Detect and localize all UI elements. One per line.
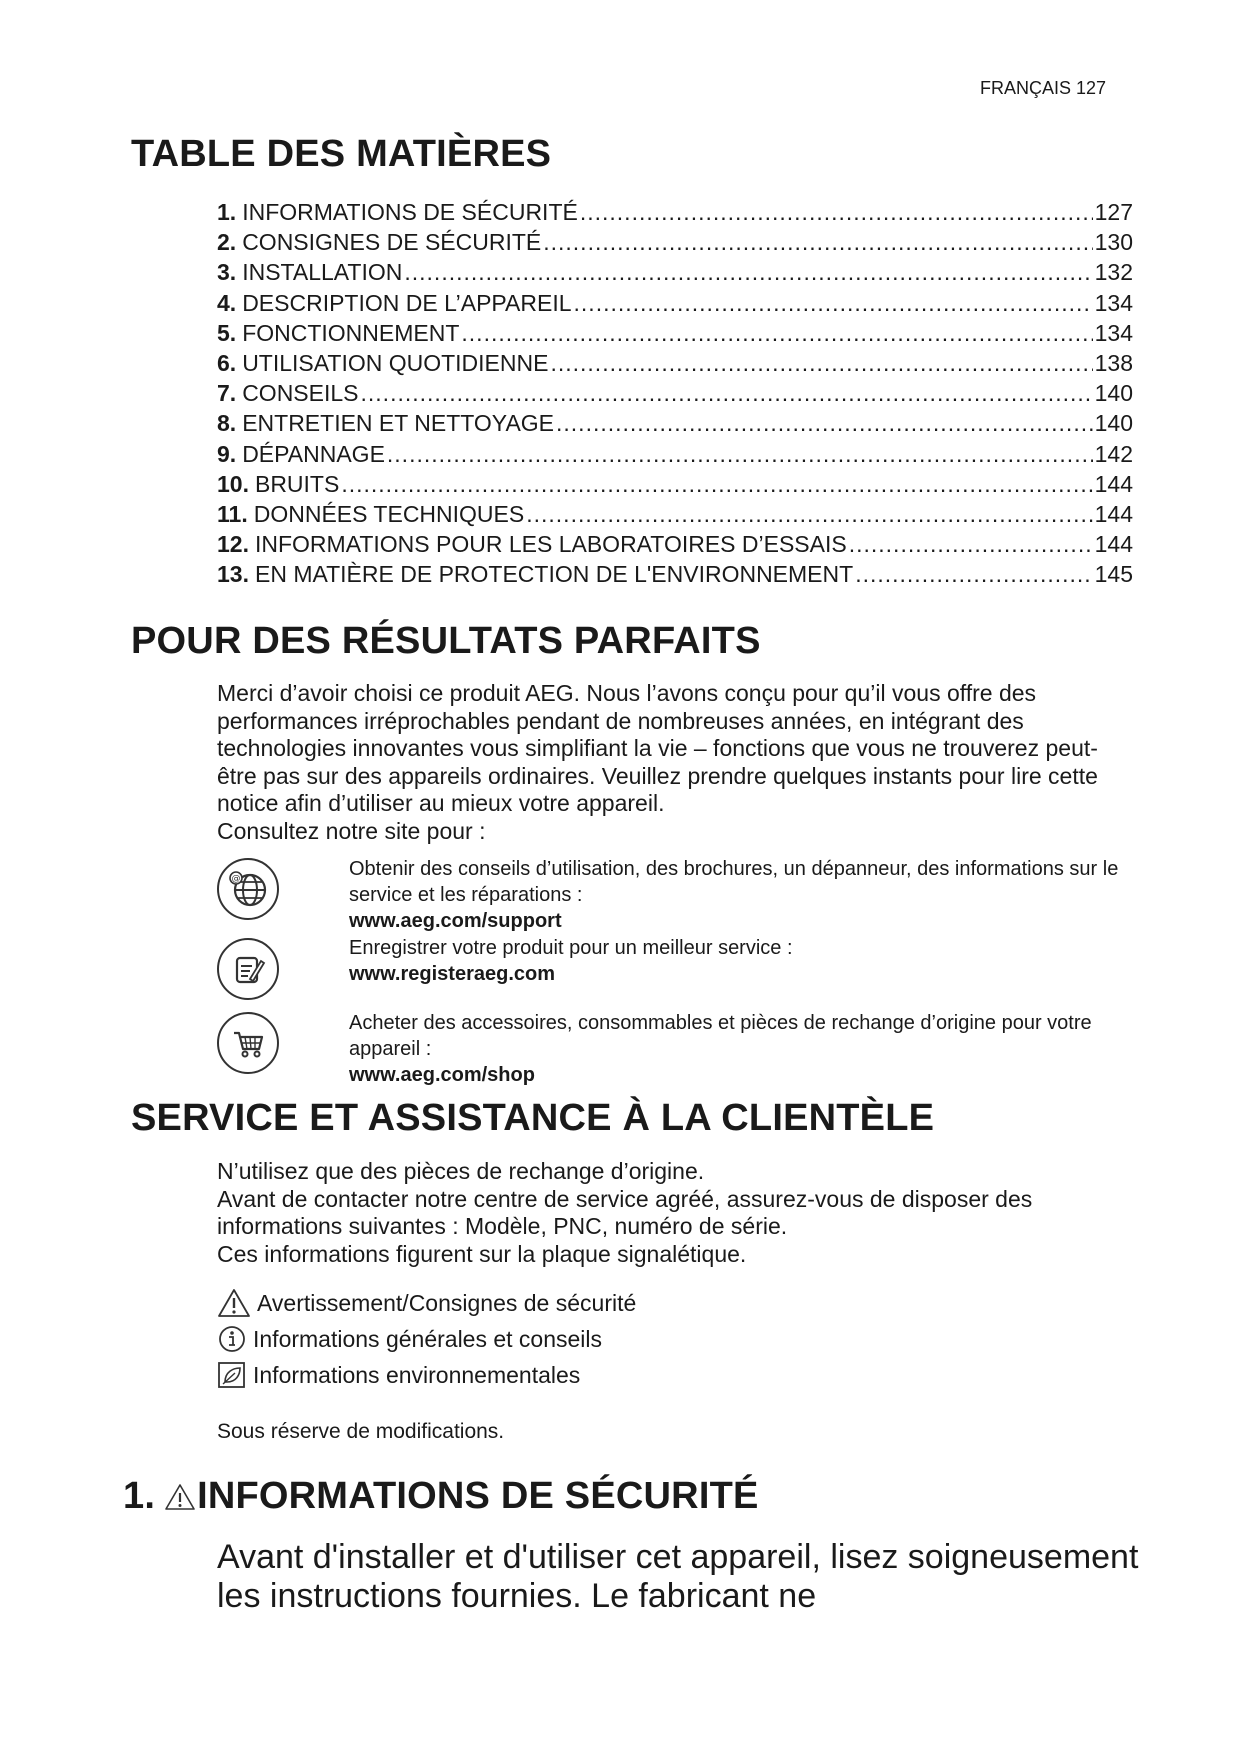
support-link-item [217, 856, 1137, 936]
toc-entry[interactable] [217, 348, 1133, 378]
toc-entry[interactable] [217, 408, 1133, 438]
toc-entry[interactable] [217, 197, 1133, 227]
toc-dot-leader [526, 499, 1092, 529]
toc-dot-leader [361, 378, 1093, 408]
table-of-contents [217, 197, 1133, 589]
toc-entry[interactable] [217, 559, 1133, 589]
results-title: POUR DES RÉSULTATS PARFAITS [131, 620, 761, 662]
toc-dot-leader [556, 408, 1093, 438]
info-icon [217, 1324, 247, 1354]
support-link-description: Obtenir des conseils d’utilisation, des brochures, un dépanneur, des informations sur le service et les réparations : [349, 858, 1119, 906]
legend-info-label: Informations générales et conseils [253, 1325, 603, 1352]
toc-entry[interactable] [217, 529, 1133, 559]
support-link[interactable]: www.aeg.com/support [349, 910, 562, 932]
safety-number: 1. [123, 1475, 156, 1517]
toc-entry-number: 13. [217, 561, 249, 588]
toc-entry-number: 3. [217, 259, 237, 286]
toc-entry-label: DÉPANNAGE [242, 440, 385, 467]
service-line: Avant de contacter notre centre de service agréé, assurez-vous de disposer des informations suivantes : Modèle, PNC, numéro de série. [217, 1185, 1033, 1239]
results-intro-block [217, 680, 1137, 845]
toc-entry-number: 5. [217, 319, 237, 346]
toc-entry[interactable] [217, 499, 1133, 529]
toc-entry-page: 142 [1094, 440, 1133, 467]
shop-link-text-block [349, 1010, 1149, 1088]
toc-entry-label: EN MATIÈRE DE PROTECTION DE L'ENVIRONNEMENT [254, 561, 854, 588]
legend-environment-label: Informations environnementales [253, 1361, 581, 1388]
toc-entry-label: FONCTIONNEMENT [242, 319, 460, 346]
results-consult: Consultez notre site pour : [217, 817, 486, 844]
safety-title: INFORMATIONS DE SÉCURITÉ [197, 1475, 759, 1517]
toc-dot-leader [580, 197, 1093, 227]
toc-entry-page: 140 [1094, 410, 1133, 437]
toc-entry-number: 8. [217, 410, 237, 437]
toc-entry-label: DESCRIPTION DE L’APPAREIL [242, 289, 572, 316]
toc-entry-page: 134 [1094, 289, 1133, 316]
toc-dot-leader [461, 318, 1092, 348]
toc-title: TABLE DES MATIÈRES [131, 133, 552, 175]
shop-link-description: Acheter des accessoires, consommables et pièces de rechange d’origine pour votre appareil : [349, 1012, 1092, 1060]
results-intro: Merci d’avoir choisi ce produit AEG. Nous l’avons conçu pour qu’il vous offre des performances irréprochables pendant de nombreuses années, en intégrant des technologies innovantes vous simplifiant la vie – fonctions que vous ne trouverez peut-être pas sur des appareils ordinaires. Veuillez prendre quelques instants pour lire cette notice afin d’utiliser au mieux votre appareil. [217, 680, 1098, 816]
legend-row-warning [217, 1285, 636, 1321]
toc-entry-number: 10. [217, 470, 249, 497]
service-title: SERVICE ET ASSISTANCE À LA CLIENTÈLE [131, 1097, 935, 1139]
toc-entry-page: 144 [1094, 470, 1133, 497]
environment-icon [217, 1360, 247, 1390]
safety-intro: Avant d'installer et d'utiliser cet appareil, lisez soigneusement les instructions fournies. Le fabricant ne [217, 1538, 1139, 1615]
warning-icon [163, 1482, 197, 1512]
toc-entry-label: BRUITS [254, 470, 340, 497]
service-line: N’utilisez que des pièces de rechange d’origine. [217, 1158, 705, 1184]
register-link-description: Enregistrer votre produit pour un meilleur service : [349, 937, 793, 959]
shopping-cart-icon [217, 1012, 279, 1074]
toc-entry-page: 127 [1094, 199, 1133, 225]
toc-entry-page: 144 [1094, 500, 1133, 527]
warning-icon [217, 1288, 251, 1318]
toc-entry-label: DONNÉES TECHNIQUES [253, 500, 525, 527]
toc-entry-page: 130 [1094, 229, 1133, 256]
toc-entry[interactable] [217, 439, 1133, 469]
toc-dot-leader [387, 439, 1093, 469]
toc-entry-label: ENTRETIEN ET NETTOYAGE [242, 410, 555, 437]
modification-note: Sous réserve de modifications. [217, 1420, 505, 1443]
toc-entry-number: 1. [217, 199, 237, 225]
toc-dot-leader [543, 227, 1092, 257]
toc-entry[interactable] [217, 378, 1133, 408]
legend-row-environment [217, 1357, 636, 1393]
symbol-legend [217, 1285, 636, 1393]
toc-dot-leader [574, 288, 1093, 318]
shop-link[interactable]: www.aeg.com/shop [349, 1064, 535, 1086]
toc-entry-page: 144 [1094, 531, 1133, 558]
toc-entry-page: 134 [1094, 319, 1133, 346]
register-link[interactable]: www.registeraeg.com [349, 963, 555, 985]
toc-entry-label: CONSEILS [242, 380, 359, 407]
toc-dot-leader [550, 348, 1092, 378]
register-link-item [217, 935, 1137, 1005]
toc-entry-number: 9. [217, 440, 237, 467]
toc-entry[interactable] [217, 227, 1133, 257]
toc-dot-leader [341, 469, 1092, 499]
toc-dot-leader [855, 559, 1092, 589]
service-line: Ces informations figurent sur la plaque signalétique. [217, 1240, 747, 1267]
toc-entry-number: 12. [217, 531, 249, 558]
toc-entry-label: INFORMATIONS DE SÉCURITÉ [242, 199, 578, 225]
toc-dot-leader [404, 257, 1092, 287]
toc-entry-page: 140 [1094, 380, 1133, 407]
svg-text:@: @ [231, 874, 241, 884]
toc-entry-number: 4. [217, 289, 237, 316]
safety-heading [123, 1475, 759, 1518]
toc-entry-number: 7. [217, 380, 237, 407]
toc-entry-page: 145 [1094, 561, 1133, 588]
register-link-text-block [349, 935, 1149, 987]
toc-entry-page: 132 [1094, 259, 1133, 286]
toc-entry-page: 138 [1094, 349, 1133, 376]
toc-entry-label: UTILISATION QUOTIDIENNE [242, 349, 549, 376]
toc-entry-label: CONSIGNES DE SÉCURITÉ [242, 229, 542, 256]
legend-warning-label: Avertissement/Consignes de sécurité [257, 1289, 637, 1316]
toc-entry[interactable] [217, 318, 1133, 348]
support-link-text-block [349, 856, 1149, 934]
shop-link-item [217, 1010, 1137, 1090]
service-text-block [217, 1158, 1137, 1268]
toc-entry-label: INSTALLATION [242, 259, 403, 286]
toc-entry[interactable] [217, 257, 1133, 287]
toc-entry-number: 11. [217, 500, 248, 527]
toc-entry-label: INFORMATIONS POUR LES LABORATOIRES D’ESSAIS [254, 531, 847, 558]
toc-entry-number: 2. [217, 229, 237, 256]
legend-row-info [217, 1321, 636, 1357]
toc-entry[interactable] [217, 288, 1133, 318]
globe-icon [217, 858, 279, 920]
page-header: FRANÇAIS 127 [979, 78, 1106, 98]
toc-dot-leader [849, 529, 1093, 559]
register-icon [217, 938, 279, 1000]
toc-entry[interactable] [217, 469, 1133, 499]
toc-entry-number: 6. [217, 349, 237, 376]
